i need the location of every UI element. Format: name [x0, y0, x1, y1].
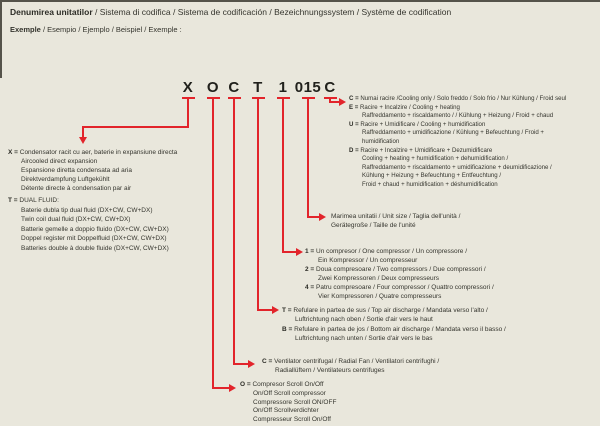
text-line: [8, 157, 177, 166]
text-line: [240, 381, 336, 390]
code-key: O =: [240, 381, 253, 388]
label-block-fan-type: [262, 357, 439, 375]
code-key-description: Raffreddamento + riscaldamento / / Kühlung + Heizung / Froid + chaud: [362, 112, 554, 120]
arrow-right-icon: [296, 248, 303, 256]
text-line: [349, 172, 566, 181]
text-line: [349, 95, 566, 104]
code-char: 1: [278, 79, 288, 96]
code-char: 015: [294, 79, 322, 96]
code-key-description: Direktverdampfung Luftgekühlt: [21, 176, 110, 184]
text-line: [331, 212, 460, 221]
text-line: [305, 256, 494, 265]
connector-t-vertical: [257, 97, 259, 311]
connector-size-vertical: [307, 97, 309, 218]
code-key-description: humidification: [362, 137, 400, 145]
code-key-description: Vier Kompressoren / Quatre compresseurs: [318, 293, 442, 301]
label-block-air-discharge: [282, 306, 506, 344]
page-title-rest: / Sistema di codifica / Sistema de codificación / Bezeichnungssystem / Système de codification: [92, 7, 452, 17]
code-key-description: Luftrichtung nach unten / Sortie d'air vers le bas: [295, 335, 433, 343]
connector-c1-horizontal: [234, 363, 248, 365]
text-line: [8, 206, 169, 216]
code-key-description: Espansione diretta condensata ad aria: [21, 167, 132, 175]
code-key: T =: [282, 307, 294, 314]
label-block-compressors: [305, 247, 494, 302]
code-key-description: Cooling + heating + humidification + dehumidification /: [362, 155, 509, 163]
text-line: [262, 366, 439, 375]
text-line: [240, 407, 336, 416]
code-key-description: Gerätegroße / Taille de l'unité: [331, 222, 416, 230]
code-key-description: Radiallüftern / Ventilateurs centrifuges: [275, 367, 385, 375]
connector-x-horizontal: [82, 126, 189, 128]
code-key-description: Raffreddamento + umidificazione / Kühlung + Befeuchtung / Froid +: [362, 129, 544, 137]
text-line: [305, 292, 494, 301]
arrow-right-icon: [248, 360, 255, 368]
text-line: [305, 283, 494, 292]
text-line: [8, 196, 169, 206]
code-key-description: Compresseur Scroll On/Off: [253, 416, 331, 424]
text-line: [349, 164, 566, 173]
code-key-description: Ventilator centrifugal / Radial Fan / Ventilatori centrifughi /: [274, 358, 440, 365]
text-line: [305, 265, 494, 274]
code-key-description: Un compresor / One compressor / Un compressore /: [316, 248, 468, 255]
connector-c1-vertical: [233, 97, 235, 365]
text-line: [349, 138, 566, 147]
text-line: [8, 184, 177, 193]
code-key-description: Aircooled direct expansion: [21, 158, 98, 166]
code-key: X =: [8, 149, 20, 156]
code-key: C =: [349, 95, 361, 102]
text-line: [305, 247, 494, 256]
code-key-description: Numai racire /Cooling only / Solo freddo / Solo frio / Nur Kühlung / Froid seul: [360, 95, 567, 102]
code-key-description: Luftrichtung nach oben / Sortie d'air vers le haut: [295, 316, 433, 324]
code-key-description: Baterie dubla tip dual fluid (DX+CW, CW+DX): [21, 206, 153, 214]
text-line: [240, 390, 336, 399]
label-block-t-dual-fluid: [8, 196, 169, 254]
connector-x-vertical: [187, 97, 189, 128]
code-key-description: Batteries double à double fluide (DX+CW, CW+DX): [21, 244, 169, 252]
text-line: [8, 166, 177, 175]
text-line: [282, 315, 506, 324]
example-label-bold: Exemple: [10, 25, 41, 34]
code-key-description: Patru compresoare / Four compressor / Quattro compressori /: [316, 284, 494, 292]
code-key-description: Kühlung + Heizung + Befeuchtung + Entfeuchtung /: [362, 172, 502, 180]
text-line: [349, 155, 566, 164]
text-line: [8, 215, 169, 225]
text-line: [8, 234, 169, 244]
page-title-bold: Denumirea unitatilor: [10, 7, 93, 17]
label-block-compressor-type: [240, 381, 336, 425]
code-key: C =: [262, 358, 275, 365]
arrow-right-icon: [229, 384, 236, 392]
code-char: T: [253, 79, 263, 96]
code-key-description: Refulare in partea de jos / Bottom air discharge / Mandata verso il basso /: [294, 325, 506, 333]
text-line: [240, 399, 336, 408]
code-key-description: Froid + chaud + humidification + déshumidification: [362, 180, 498, 188]
text-line: [282, 306, 506, 315]
text-line: [282, 325, 506, 334]
text-line: [8, 244, 169, 254]
connector-size-horizontal: [308, 216, 319, 218]
code-key: B =: [282, 325, 295, 333]
code-key: 1 =: [305, 248, 317, 255]
connector-1-horizontal: [283, 251, 296, 253]
text-line: [349, 112, 566, 121]
code-key-description: Ein Kompressor / Un compresseur: [318, 257, 418, 265]
label-block-unit-size: [331, 212, 460, 231]
text-line: [305, 274, 494, 283]
code-key-description: On/Off Scrollverdichter: [253, 407, 319, 415]
example-label: [10, 25, 182, 34]
page-top-border: [0, 0, 600, 2]
text-line: [8, 148, 177, 157]
code-key-description: Doppel register mit Doppelfluid (DX+CW, CW+DX): [21, 235, 167, 243]
text-line: [8, 225, 169, 235]
code-key: 2 =: [305, 266, 317, 274]
text-line: [240, 416, 336, 425]
page-left-border: [0, 0, 2, 78]
code-key-description: Refulare in partea de sus / Top air discharge / Mandata verso l'alto /: [293, 307, 488, 314]
code-char: X: [182, 79, 194, 96]
arrow-down-icon: [79, 137, 87, 144]
text-line: [349, 104, 566, 113]
code-key: D =: [349, 146, 361, 154]
arrow-right-icon: [272, 306, 279, 314]
code-key-description: Racire + Umidificare / Cooling + humidification: [360, 120, 486, 128]
code-key-description: Racire + Incalzire / Cooling + heating: [360, 103, 460, 111]
code-key-description: Compresor Scroll On/Off: [252, 381, 324, 388]
text-line: [349, 181, 566, 190]
code-key-description: Compressore Scroll ON/OFF: [253, 398, 337, 406]
code-key-description: Batterie gemelle a doppio fluido (DX+CW, CW+DX): [21, 225, 169, 233]
connector-1-vertical: [282, 97, 284, 253]
connector-t-horizontal: [258, 309, 272, 311]
arrow-right-icon: [339, 98, 346, 106]
label-block-cooling-options: [349, 95, 566, 190]
arrow-right-icon: [319, 213, 326, 221]
connector-o-horizontal: [213, 387, 229, 389]
code-char: C: [228, 79, 240, 96]
connector-o-vertical: [212, 97, 214, 389]
connector-c2-horizontal: [330, 101, 339, 103]
code-key: 4 =: [305, 284, 317, 292]
code-key-description: Marimea unitatii / Unit size / Taglia dell'unità /: [331, 213, 461, 220]
text-line: [349, 121, 566, 130]
code-key-description: Racire + Incalzire + Umidificare + Dezumidificare: [360, 146, 493, 154]
code-char: C: [324, 79, 336, 96]
code-key-description: Twin coil dual fluid (DX+CW, CW+DX): [21, 216, 131, 224]
page-title: [10, 7, 451, 17]
code-key-description: Condensator racit cu aer, baterie in expansiune directa: [19, 149, 178, 156]
text-line: [8, 175, 177, 184]
code-char: O: [206, 79, 220, 96]
text-line: [349, 147, 566, 156]
code-key-description: DUAL FLUID:: [19, 197, 59, 204]
code-key-description: Raffreddamento + riscaldamento + umidificazione + deumidificazione /: [362, 163, 552, 171]
text-line: [262, 357, 439, 366]
code-key-description: On/Off Scroll compressor: [253, 389, 326, 397]
text-line: [331, 221, 460, 230]
code-key: T =: [8, 197, 20, 204]
code-key-description: Zwei Kompressoren / Deux compresseurs: [318, 275, 440, 283]
text-line: [349, 129, 566, 138]
text-line: [282, 334, 506, 343]
label-block-x-condenser: [8, 148, 177, 193]
code-key: E =: [349, 103, 361, 111]
code-key-description: Détente directe à condensation par air: [21, 185, 132, 193]
code-key-description: Doua compresoare / Two compressors / Due compressori /: [316, 266, 486, 274]
code-key: U =: [349, 120, 361, 128]
example-label-rest: / Esempio / Ejemplo / Beispiel / Exemple :: [40, 25, 182, 34]
